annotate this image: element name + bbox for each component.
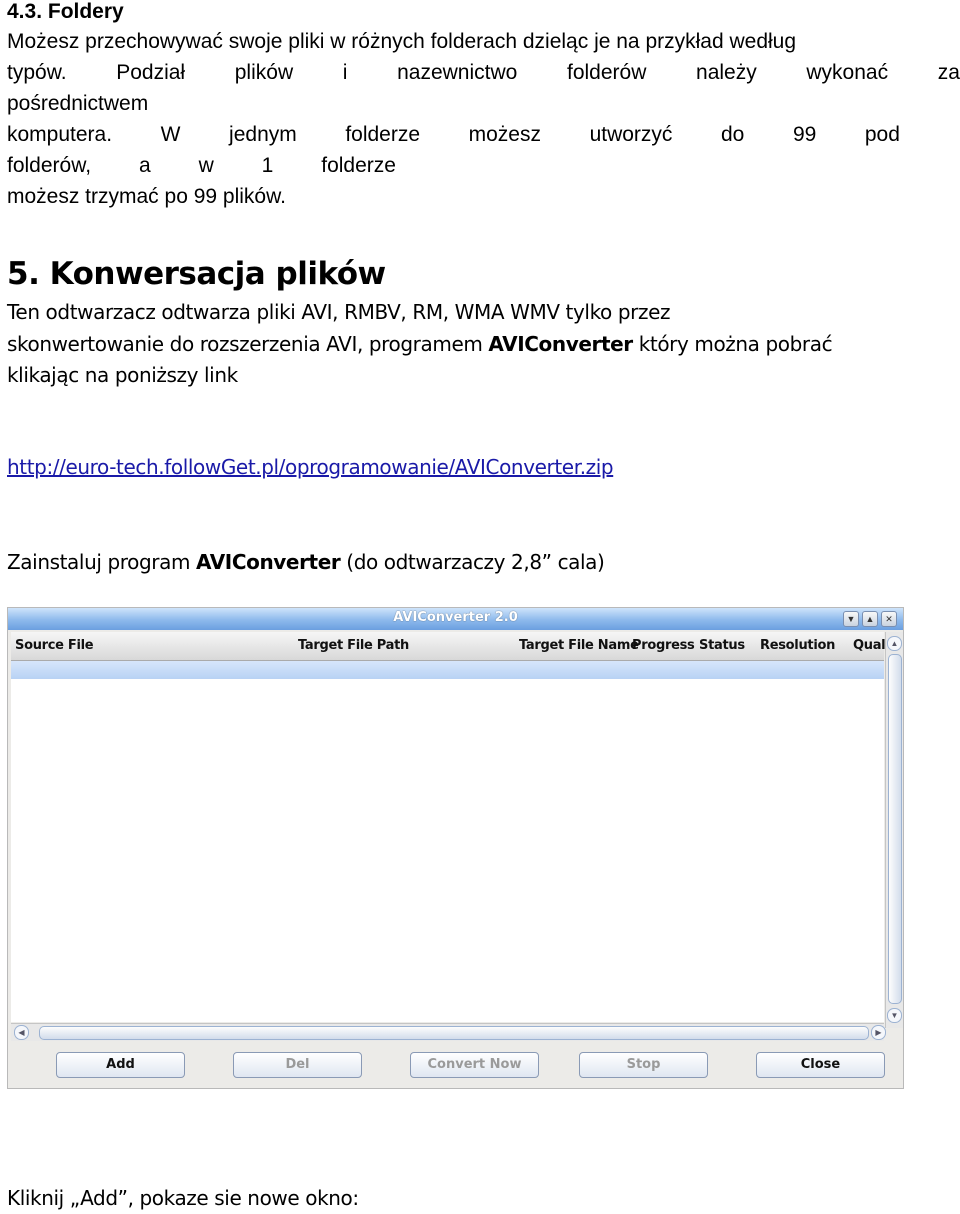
horizontal-scroll-thumb[interactable] xyxy=(39,1026,869,1040)
word: należy xyxy=(696,61,757,84)
conversion-text-line-1: Ten odtwarzacz odtwarza pliki AVI, RMBV, RM, WMA WMV tylko przez xyxy=(7,300,671,324)
text-span: (do odtwarzaczy 2,8” cala) xyxy=(340,550,605,574)
download-link[interactable]: http://euro-tech.followGet.pl/oprogramowanie/AVIConverter.zip xyxy=(7,455,614,479)
word: i xyxy=(342,61,348,84)
download-link-row xyxy=(7,455,613,479)
word: możesz xyxy=(468,123,541,146)
folders-text-line-5 xyxy=(7,150,396,181)
folders-text-line-3: pośrednictwem xyxy=(7,92,149,115)
scroll-down-icon[interactable]: ▼ xyxy=(887,1008,902,1023)
scroll-right-icon[interactable]: ▶ xyxy=(871,1025,886,1040)
close-icon[interactable]: ✕ xyxy=(881,611,897,627)
word: wykonać xyxy=(806,61,889,84)
program-name-bold: AVIConverter xyxy=(195,550,341,574)
folders-text-line-6: możesz trzymać po 99 plików. xyxy=(7,185,286,208)
word: pod xyxy=(864,123,900,146)
word: 99 xyxy=(792,123,817,146)
folders-text-line-2 xyxy=(7,57,960,88)
column-quality[interactable]: Qual xyxy=(853,638,886,653)
word: folderów, xyxy=(7,154,92,177)
word: a xyxy=(138,154,151,177)
section-heading-conversion: 5. Konwersacja plików xyxy=(7,256,386,292)
file-table[interactable] xyxy=(11,679,884,1022)
horizontal-scrollbar[interactable] xyxy=(11,1023,884,1041)
install-instruction xyxy=(7,550,604,574)
scroll-up-icon[interactable]: ▲ xyxy=(887,636,902,651)
text-span: który można pobrać xyxy=(632,332,833,356)
convert-now-button[interactable]: Convert Now xyxy=(410,1052,539,1078)
text-span: Zainstaluj program xyxy=(7,550,196,574)
maximize-icon[interactable]: ▲ xyxy=(862,611,878,627)
word: za xyxy=(937,61,960,84)
word: W xyxy=(160,123,181,146)
word: Podział xyxy=(116,61,186,84)
folders-text-line-1: Możesz przechowywać swoje pliki w różnych folderach dzieląc je na przykład według xyxy=(7,30,797,53)
scroll-left-icon[interactable]: ◀ xyxy=(14,1025,29,1040)
text-span: skonwertowanie do rozszerzenia AVI, programem xyxy=(7,332,489,356)
word: typów. xyxy=(7,61,67,84)
conversion-text-line-3: klikając na poniższy link xyxy=(7,363,238,387)
word: do xyxy=(721,123,745,146)
word: folderze xyxy=(345,123,421,146)
footer-instruction: Kliknij „Add”, pokaze sie nowe okno: xyxy=(7,1186,359,1210)
column-target-file-name[interactable]: Target File Name xyxy=(519,638,639,653)
del-button[interactable]: Del xyxy=(233,1052,362,1078)
vertical-scroll-thumb[interactable] xyxy=(888,654,902,1004)
program-name-bold: AVIConverter xyxy=(488,332,633,356)
column-resolution[interactable]: Resolution xyxy=(760,638,836,653)
conversion-text-line-2 xyxy=(7,332,832,356)
minimize-icon[interactable]: ▼ xyxy=(843,611,859,627)
column-source-file[interactable]: Source File xyxy=(15,638,94,653)
button-bar xyxy=(8,1042,903,1088)
word: utworzyć xyxy=(589,123,673,146)
word: folderów xyxy=(566,61,647,84)
window-titlebar[interactable] xyxy=(8,608,903,630)
window-title: AVIConverter 2.0 xyxy=(393,610,518,625)
table-header xyxy=(11,632,884,661)
add-button[interactable]: Add xyxy=(56,1052,185,1078)
word: 1 xyxy=(261,154,274,177)
folders-text-line-4 xyxy=(7,119,900,150)
word: plików xyxy=(234,61,294,84)
section-heading-folders: 4.3. Foldery xyxy=(7,0,124,23)
word: nazewnictwo xyxy=(397,61,518,84)
window-controls xyxy=(843,611,897,627)
word: komputera. xyxy=(7,123,113,146)
aviconverter-window xyxy=(7,607,904,1089)
word: jednym xyxy=(229,123,297,146)
word: folderze xyxy=(321,154,396,177)
column-progress[interactable]: Progress xyxy=(632,638,695,653)
word: w xyxy=(198,154,214,177)
stop-button[interactable]: Stop xyxy=(579,1052,708,1078)
vertical-scrollbar[interactable] xyxy=(885,632,903,1028)
selected-row[interactable] xyxy=(11,661,884,679)
column-target-file-path[interactable]: Target File Path xyxy=(298,638,409,653)
column-status[interactable]: Status xyxy=(699,638,745,653)
close-button[interactable]: Close xyxy=(756,1052,885,1078)
